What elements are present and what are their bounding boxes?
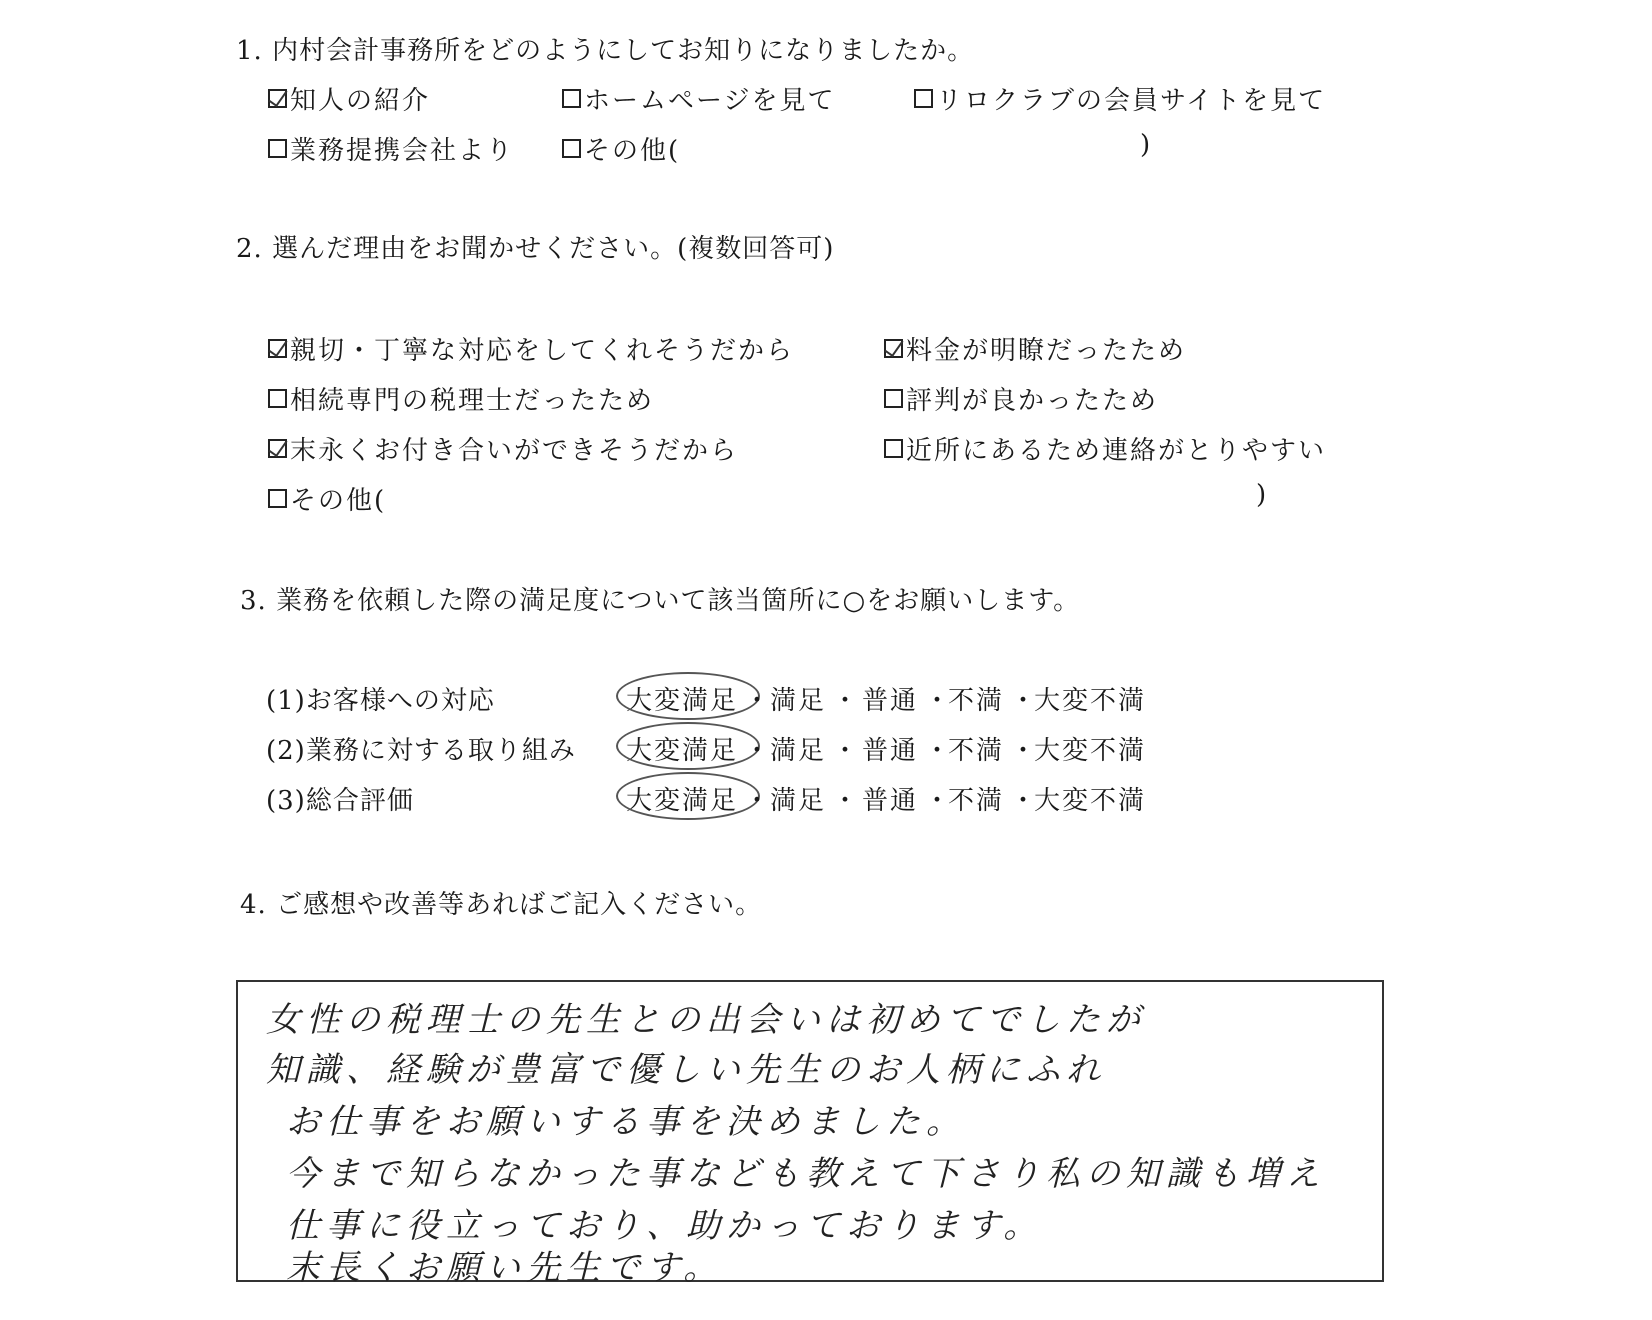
option-label: 知人の紹介 — [290, 86, 431, 116]
scale-separator: ・ — [744, 736, 773, 766]
scale-option[interactable]: 不満 — [948, 686, 1005, 716]
option-label: 評判が良かったため — [906, 386, 1159, 416]
q4-title: 4. ご感想や改善等あればご記入ください。 — [240, 890, 763, 920]
q1-option-other[interactable] — [562, 130, 680, 167]
scale-separator: ・ — [924, 786, 953, 816]
checkbox-icon[interactable] — [884, 389, 903, 408]
handwritten-comment-line: お仕事をお願いする事を決めました。 — [286, 1102, 966, 1142]
scale-option[interactable]: 不満 — [948, 736, 1005, 766]
option-label: 相続専門の税理士だったため — [290, 386, 655, 416]
option-label: 親切・丁寧な対応をしてくれそうだから — [290, 336, 795, 366]
scale-separator: ・ — [1010, 786, 1039, 816]
q2-option-reputation[interactable] — [884, 380, 1158, 417]
option-label: 近所にあるため連絡がとりやすい — [906, 436, 1327, 466]
scale-option[interactable]: 大変満足 — [626, 686, 739, 716]
q2-option-clear-fee[interactable] — [884, 330, 1186, 367]
q3-row-label: (1)お客様への対応 — [266, 686, 495, 716]
scale-option[interactable]: 普通 — [862, 736, 919, 766]
selected-circle-mark — [616, 672, 760, 720]
option-label: リロクラブの会員サイトを見て — [936, 86, 1327, 116]
q2-other-close-paren: ) — [1256, 480, 1268, 510]
option-label: その他( — [584, 136, 681, 166]
scale-option[interactable]: 大変不満 — [1034, 786, 1147, 816]
checkbox-icon[interactable] — [268, 389, 287, 408]
checkbox-checked-icon[interactable] — [268, 89, 287, 108]
scale-option[interactable]: 満足 — [770, 736, 827, 766]
q2-option-nearby[interactable] — [884, 430, 1326, 467]
checkbox-checked-icon[interactable] — [268, 339, 287, 358]
handwritten-comment-line: 知識、経験が豊富で優しい先生のお人柄にふれ — [266, 1050, 1106, 1090]
scale-option[interactable]: 大変不満 — [1034, 736, 1147, 766]
q3-row-label: (2)業務に対する取り組み — [266, 736, 576, 766]
checkbox-icon[interactable] — [562, 139, 581, 158]
handwritten-comment-line: 末長くお願い先生です。 — [286, 1248, 724, 1288]
q1-option-homepage[interactable] — [562, 80, 835, 117]
scale-separator: ・ — [832, 686, 861, 716]
handwritten-comment-line: 仕事に役立っており、助かっております。 — [286, 1206, 1044, 1246]
handwritten-comment-line: 女性の税理士の先生との出会いは初めてでしたが — [266, 1000, 1146, 1040]
q1-option-partner[interactable] — [268, 130, 514, 167]
checkbox-checked-icon[interactable] — [268, 439, 287, 458]
handwritten-comment-line: 今まで知らなかった事なども教えて下さり私の知識も増え — [286, 1154, 1326, 1194]
q2-option-long-term[interactable] — [268, 430, 738, 467]
scale-separator: ・ — [1010, 736, 1039, 766]
q1-title: 1. 内村会計事務所をどのようにしてお知りになりましたか。 — [236, 36, 975, 66]
checkbox-icon[interactable] — [914, 89, 933, 108]
scale-separator: ・ — [832, 786, 861, 816]
q2-title: 2. 選んだ理由をお聞かせください。(複数回答可) — [236, 234, 835, 264]
option-label: 料金が明瞭だったため — [906, 336, 1187, 366]
scale-separator: ・ — [924, 736, 953, 766]
q3-title: 3. 業務を依頼した際の満足度について該当箇所に○をお願いします。 — [240, 586, 1081, 616]
checkbox-icon[interactable] — [562, 89, 581, 108]
q1-other-close-paren: ) — [1140, 130, 1152, 160]
checkbox-icon[interactable] — [884, 439, 903, 458]
scale-option[interactable]: 普通 — [862, 786, 919, 816]
option-label: 業務提携会社より — [290, 136, 515, 166]
scale-separator: ・ — [744, 786, 773, 816]
option-label: その他( — [290, 486, 387, 516]
scale-option[interactable]: 大変満足 — [626, 786, 739, 816]
scale-option[interactable]: 大変不満 — [1034, 686, 1147, 716]
scale-option[interactable]: 普通 — [862, 686, 919, 716]
q3-row-label: (3)総合評価 — [266, 786, 414, 816]
scale-separator: ・ — [1010, 686, 1039, 716]
q2-option-inheritance[interactable] — [268, 380, 654, 417]
scale-separator: ・ — [744, 686, 773, 716]
q1-option-reloclub[interactable] — [914, 80, 1326, 117]
checkbox-icon[interactable] — [268, 139, 287, 158]
checkbox-checked-icon[interactable] — [884, 339, 903, 358]
scale-separator: ・ — [924, 686, 953, 716]
scale-option[interactable]: 満足 — [770, 786, 827, 816]
scale-separator: ・ — [832, 736, 861, 766]
q2-option-other[interactable] — [268, 480, 386, 517]
option-label: 末永くお付き合いができそうだから — [290, 436, 739, 466]
q1-option-acquaintance[interactable] — [268, 80, 430, 117]
option-label: ホームページを見て — [584, 86, 836, 116]
checkbox-icon[interactable] — [268, 489, 287, 508]
scale-option[interactable]: 大変満足 — [626, 736, 739, 766]
scale-option[interactable]: 不満 — [948, 786, 1005, 816]
scale-option[interactable]: 満足 — [770, 686, 827, 716]
q2-option-kind[interactable] — [268, 330, 794, 367]
selected-circle-mark — [616, 772, 760, 820]
selected-circle-mark — [616, 722, 760, 770]
